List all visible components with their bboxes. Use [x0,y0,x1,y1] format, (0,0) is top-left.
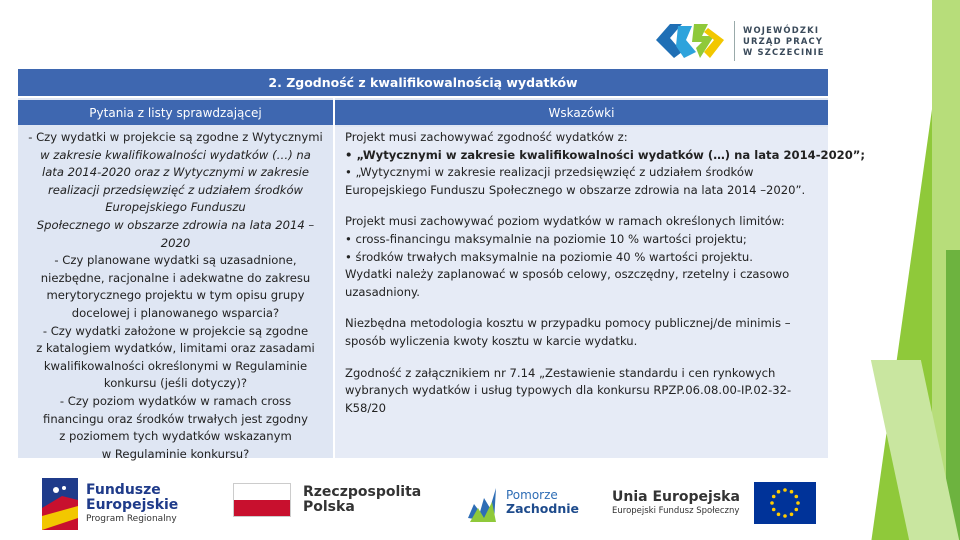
guideline-line: Projekt musi zachowywać zgodność wydatków z: [345,130,628,144]
question-line: - Czy wydatki w projekcie są zgodne z Wytycznymi [28,130,323,144]
pomorze-zachodnie-logo [464,478,579,526]
question-line: merytorycznego projektu w tym opisu grupy [46,288,305,303]
question-line: - Czy poziom wydatków w ramach cross [59,393,292,408]
rzeczpospolita-polska-logo [233,483,421,517]
guideline-paragraph [345,213,822,301]
fe-title-1: Fundusze [86,482,161,498]
wup-emblem-icon [652,18,728,64]
guideline-line: Wydatki należy zaplanować w sposób celowy, oszczędny, rzetelny i czasowo [345,267,790,282]
question-line: Europejskiego Funduszu [105,200,246,215]
questions-cell [18,127,333,461]
guideline-line: • „Wytycznymi w zakresie kwalifikowalności wydatków (…) na lata 2014-2020”; [345,147,866,162]
question-line: kwalifikowalności określonymi w Regulaminie [43,358,308,373]
question-line: realizacji przedsięwzięć z udziałem środków [47,182,304,197]
guideline-paragraph [345,365,822,418]
guideline-line: Niezbędna metodologia kosztu w przypadku pomocy publicznej/de minimis – [345,316,791,331]
pz-emblem-icon [464,478,500,526]
pz-line-2: Zachodnie [506,501,580,516]
fe-subtitle: Program Regionalny [86,514,177,524]
wup-text-line-1: WOJEWÓDZKI [743,24,820,35]
question-line: w Regulaminie konkursu? [101,446,250,461]
guidelines-cell [335,127,866,458]
guideline-line: Zgodność z załącznikiem nr 7.14 „Zestawienie standardu i cen rynkowych [345,365,776,380]
guideline-line: • środków trwałych maksymalnie na poziomie 40 % wartości projektu. [345,249,753,264]
column-header-questions: Pytania z listy sprawdzającej [18,100,333,125]
guideline-line: K58/20 [345,400,387,415]
question-line: 2020 [160,235,191,250]
wup-szczecin-logo [652,18,825,64]
eu-flag-icon [754,482,816,524]
guideline-line: Europejskiego Funduszu Społecznego w obszarze zdrowia na lata 2014 –2020”. [345,182,806,197]
question-line: niezbędne, racjonalne i adekwatne do zakresu [40,270,311,285]
guideline-paragraph [345,315,822,350]
footer-logos [0,470,960,540]
guideline-line: uzasadniony. [345,284,420,299]
guideline-paragraph [345,129,866,199]
rp-line-2: Polska [303,499,355,515]
table-title: 2. Zgodność z kwalifikowalnością wydatków [18,69,828,98]
ue-title: Unia Europejska [612,489,740,505]
decorative-green-band [830,0,960,540]
fundusze-europejskie-logo [42,478,178,530]
wup-text-line-2: URZĄD PRACY [743,35,824,46]
guideline-line: sposób wyliczenia kwoty kosztu w karcie wydatku. [345,333,638,348]
question-line: w zakresie kwalifikowalności wydatków (…) na [40,147,311,162]
rp-line-1: Rzeczpospolita [303,484,422,500]
question-line: - Czy planowane wydatki są uzasadnione, [54,253,297,268]
guideline-line: • „Wytycznymi w zakresie realizacji przedsięwzięć z udziałem środków [345,165,754,180]
pz-line-1: Pomorze [506,488,558,502]
question-line: - Czy wydatki założone w projekcie są zgodne [42,323,309,338]
ue-subtitle: Europejski Fundusz Społeczny [612,506,740,516]
question-line: z katalogiem wydatków, limitami oraz zasadami [36,341,315,356]
wup-text-line-3: W SZCZECINIE [743,46,825,57]
unia-europejska-logo [612,482,816,524]
question-line: docelowej i planowanego wsparcia? [71,305,280,320]
guideline-line: wybranych wydatków i usług typowych dla konkursu RPZP.06.08.00-IP.02-32- [345,383,792,398]
question-line: financingu oraz środków trwałych jest zgodny [43,411,308,426]
criteria-table [18,69,866,461]
question-line: Społecznego w obszarze zdrowia na lata 2014 – [36,217,315,232]
polish-flag-icon [233,483,291,517]
question-line: konkursu (jeśli dotyczy)? [103,376,248,391]
guideline-line: Projekt musi zachowywać poziom wydatków w ramach określonych limitów: [345,214,785,229]
question-line: z poziomem tych wydatków wskazanym [59,429,292,444]
fe-title-2: Europejskie [86,497,179,513]
question-line: lata 2014-2020 oraz z Wytycznymi w zakresie [41,165,309,180]
column-header-guidelines: Wskazówki [335,100,828,125]
guideline-line: • cross-financingu maksymalnie na poziomie 10 % wartości projektu; [345,231,747,246]
fe-emblem-icon [42,478,78,530]
